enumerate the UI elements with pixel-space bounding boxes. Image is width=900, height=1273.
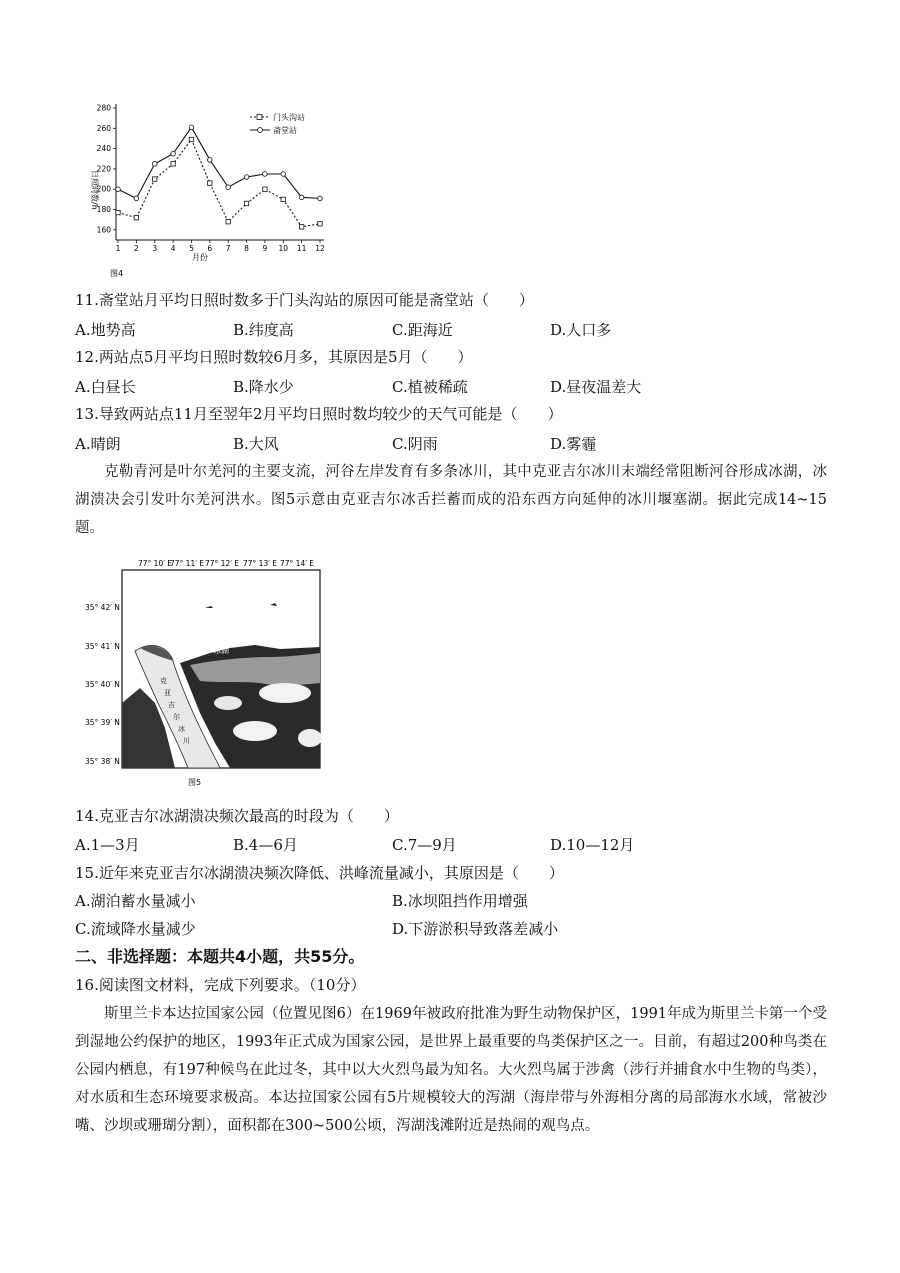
glacier-char-1: 克 — [160, 677, 167, 685]
q11-option-c[interactable]: C.距海近 — [392, 321, 453, 339]
chart-legend — [250, 112, 305, 135]
passage-kelechin-river: 克勒青河是叶尔羌河的主要支流，河谷左岸发育有多条冰川，其中克亚吉尔冰川末端经常阻断河谷形成冰湖，冰湖溃决会引发叶尔羌河洪水。图5示意由克亚吉尔冰舌拦蓄而成的沿东西方向延伸的冰川堰塞湖。据此完成14~15题。 — [75, 464, 827, 536]
chart-x-tick-label: 2 — [133, 244, 139, 253]
figure-label-5: 图5 — [188, 778, 202, 787]
map-lon-labels — [138, 559, 314, 568]
section-heading-2: 二、非选择题：本题共4小题，共55分。 — [75, 947, 365, 966]
q13-option-a[interactable]: A.晴朗 — [75, 435, 121, 453]
chart-x-tick-label: 8 — [244, 244, 249, 253]
question-12: 12.两站点5月平均日照时数较6月多，其原因是5月（ ） — [75, 348, 473, 366]
q15-option-b[interactable]: B.冰坝阻挡作用增强 — [392, 892, 528, 910]
glacier-char-5: 冰 — [178, 725, 185, 733]
map-image — [122, 570, 322, 768]
chart-point-series-1 — [263, 187, 267, 191]
question-16: 16.阅读图文材料，完成下列要求。（10分） — [75, 976, 366, 994]
chart-y-tick-label: 220 — [96, 164, 111, 174]
glacier-char-6: 川 — [183, 737, 190, 745]
map-lake-label: 冰湖 — [213, 646, 229, 655]
question-14: 14.克亚吉尔冰湖溃决频次最高的时段为（ ） — [75, 807, 399, 825]
glacier-lake-map — [80, 553, 325, 793]
chart-point-series-2 — [134, 196, 139, 201]
q12-option-b[interactable]: B.降水少 — [233, 378, 294, 396]
chart-point-series-2 — [208, 157, 213, 162]
legend-series-1: 门头沟站 — [273, 113, 305, 122]
lat-label-5: 35° 38′ N — [85, 757, 120, 766]
q14-option-d[interactable]: D.10—12月 — [550, 836, 635, 854]
chart-point-series-2 — [299, 195, 304, 200]
question-15: 15.近年来克亚吉尔冰湖溃决频次降低、洪峰流量减小，其原因是（ ） — [75, 864, 564, 882]
chart-x-tick-label: 9 — [262, 244, 268, 253]
chart-point-series-1 — [208, 181, 212, 185]
lat-label-4: 35° 39′ N — [85, 718, 120, 727]
chart-y-tick-label: 160 — [96, 225, 111, 235]
q12-option-c[interactable]: C.植被稀疏 — [392, 378, 468, 396]
chart-point-series-1 — [318, 222, 322, 226]
chart-x-tick-label: 10 — [278, 244, 289, 253]
passage-bundala-park: 斯里兰卡本达拉国家公园（位置见图6）在1969年被政府批准为野生动物保护区，1991年成为斯里兰卡第一个受到湿地公约保护的地区，1993年正式成为国家公园，是世界上最重要的鸟类保护区之一。目前，有超过200种鸟类在公园内栖息，有197种候鸟在此过冬，其中以大火烈鸟最为知名。大火烈鸟属于涉禽（涉行并捕食水中生物的鸟类），对水质和生态环境要求极高。本达拉国家公园有5片规模较大的泻湖（海岸带与外海相分离的局部海水水域，常被沙嘴、沙坝或珊瑚分割），面积都在300~500公顷，泻湖浅滩附近是热闹的观鸟点。 — [75, 1006, 827, 1134]
q15-option-a[interactable]: A.湖泊蓄水量减小 — [75, 892, 196, 910]
chart-point-series-1 — [299, 225, 303, 229]
chart-series-line-1 — [118, 139, 320, 226]
legend-series-2: 斋堂站 — [273, 126, 297, 135]
chart-point-series-2 — [244, 175, 249, 180]
chart-point-series-1 — [189, 137, 193, 141]
chart-point-series-1 — [153, 177, 157, 181]
figure-label-4: 图4 — [110, 269, 124, 278]
chart-x-tick-label: 5 — [189, 244, 194, 253]
question-13: 13.导致两站点11月至翌年2月平均日照时数均较少的天气可能是（ ） — [75, 405, 563, 423]
chart-x-tick-label: 3 — [152, 244, 158, 253]
chart-x-tick-label: 12 — [315, 244, 325, 253]
q13-option-c[interactable]: C.阴雨 — [392, 435, 438, 453]
chart-point-series-2 — [263, 172, 268, 177]
lon-label-4: 77° 13′ E — [243, 559, 278, 568]
lat-label-2: 35° 41′ N — [85, 642, 120, 651]
chart-x-tick-label: 1 — [115, 244, 121, 253]
q11-option-d[interactable]: D.人口多 — [550, 321, 612, 339]
q14-option-c[interactable]: C.7—9月 — [392, 836, 457, 854]
lon-label-3: 77° 12′ E — [205, 559, 240, 568]
q12-option-d[interactable]: D.昼夜温差大 — [550, 378, 642, 396]
question-11: 11.斋堂站月平均日照时数多于门头沟站的原因可能是斋堂站（ ） — [75, 291, 534, 309]
q14-option-b[interactable]: B.4—6月 — [233, 836, 298, 854]
q13-option-b[interactable]: B.大风 — [233, 435, 279, 453]
q13-option-d[interactable]: D.雾霾 — [550, 435, 597, 453]
lon-label-5: 77° 14′ E — [280, 559, 315, 568]
lon-label-1: 77° 10′ E — [138, 559, 173, 568]
chart-point-series-1 — [116, 210, 120, 214]
chart-point-series-2 — [116, 187, 121, 192]
chart-point-series-1 — [244, 201, 248, 205]
q14-option-a[interactable]: A.1—3月 — [75, 836, 140, 854]
chart-point-series-2 — [281, 172, 286, 177]
q15-option-d[interactable]: D.下游淤积导致落差减小 — [392, 920, 559, 938]
map-lat-labels — [85, 603, 120, 766]
glacier-char-3: 吉 — [168, 701, 175, 709]
lat-label-3: 35° 40′ N — [85, 680, 120, 689]
q15-option-c[interactable]: C.流域降水量减少 — [75, 920, 196, 938]
chart-y-tick-label: 280 — [96, 103, 111, 113]
chart-point-series-2 — [152, 162, 157, 167]
chart-point-series-2 — [171, 151, 176, 156]
chart-series-line-2 — [118, 127, 320, 198]
chart-xlabel: 月份 — [192, 253, 208, 262]
chart-x-tick-label: 4 — [170, 244, 176, 253]
chart-point-series-1 — [171, 162, 175, 166]
chart-x-tick-label: 6 — [207, 244, 213, 253]
q11-option-a[interactable]: A.地势高 — [75, 321, 136, 339]
chart-y-tick-label: 200 — [96, 184, 111, 194]
lat-label-1: 35° 42′ N — [85, 603, 120, 612]
q12-option-a[interactable]: A.白昼长 — [75, 378, 136, 396]
chart-point-series-2 — [226, 185, 231, 190]
q11-option-b[interactable]: B.纬度高 — [233, 321, 294, 339]
chart-point-series-1 — [134, 215, 138, 219]
chart-ylabel: 日照时数/h — [90, 170, 99, 210]
sunshine-chart — [70, 100, 340, 285]
chart-x-tick-label: 7 — [225, 244, 231, 253]
chart-point-series-2 — [318, 196, 323, 201]
lon-label-2: 77° 11′ E — [170, 559, 205, 568]
chart-point-series-1 — [281, 197, 285, 201]
chart-y-tick-label: 180 — [96, 205, 111, 215]
chart-y-tick-label: 260 — [96, 123, 111, 133]
glacier-char-4: 尔 — [173, 713, 180, 721]
chart-x-tick-label: 11 — [296, 244, 307, 253]
chart-y-tick-label: 240 — [96, 144, 111, 154]
chart-point-series-1 — [226, 220, 230, 224]
chart-point-series-2 — [189, 125, 194, 130]
glacier-char-2: 亚 — [164, 689, 171, 697]
